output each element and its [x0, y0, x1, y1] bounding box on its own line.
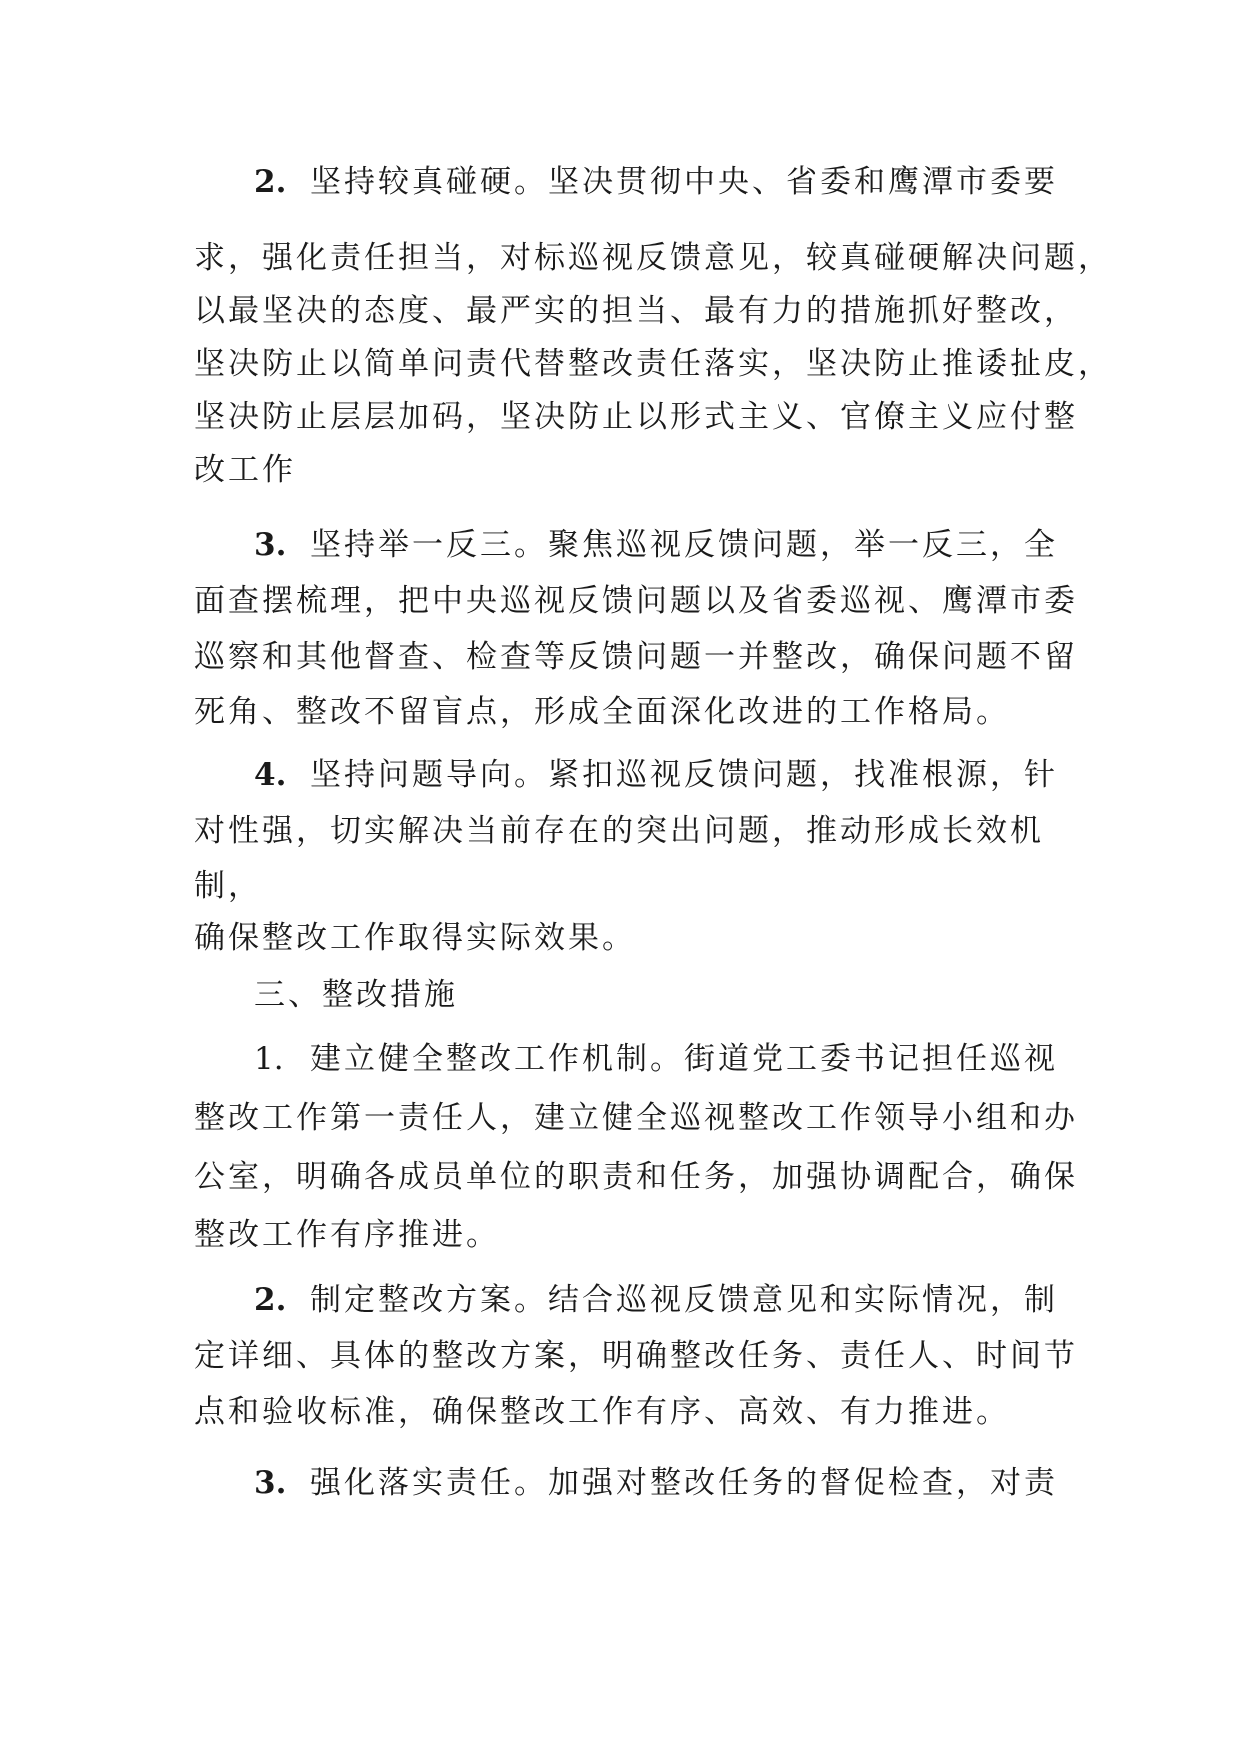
section-2-line-2: 求，强化责任担当，对标巡视反馈意见，较真碰硬解决问题， [194, 240, 1112, 276]
measure-1-number: 1. [254, 1041, 284, 1077]
section-4-line-2: 对性强，切实解决当前存在的突出问题，推动形成长效机 [194, 813, 1044, 849]
heading-measures: 三、整改措施 [254, 977, 458, 1013]
measure-2-line-1 [254, 1280, 1058, 1320]
section-4-line-4: 确保整改工作取得实际效果。 [194, 920, 636, 956]
section-3-line-1 [254, 525, 1058, 565]
section-4-number: 4. [254, 757, 287, 793]
measure-2-number: 2. [254, 1282, 287, 1318]
section-4-text: 坚持问题导向。紧扣巡视反馈问题，找准根源，针 [310, 757, 1058, 793]
measure-1-line-4: 整改工作有序推进。 [194, 1217, 500, 1253]
section-2-text: 坚持较真碰硬。坚决贯彻中央、省委和鹰潭市委要 [310, 164, 1058, 200]
measure-2-line-2: 定详细、具体的整改方案，明确整改任务、责任人、时间节 [194, 1338, 1078, 1374]
measure-2-line-3: 点和验收标准，确保整改工作有序、高效、有力推进。 [194, 1394, 1010, 1430]
section-3-text: 坚持举一反三。聚焦巡视反馈问题，举一反三，全 [310, 527, 1058, 563]
section-2-line-5: 坚决防止层层加码，坚决防止以形式主义、官僚主义应付整 [194, 399, 1078, 435]
measure-3-number: 3. [254, 1465, 287, 1501]
measure-2-text: 制定整改方案。结合巡视反馈意见和实际情况，制 [310, 1282, 1058, 1318]
measure-3-line-1 [254, 1463, 1058, 1503]
section-3-line-4: 死角、整改不留盲点，形成全面深化改进的工作格局。 [194, 694, 1010, 730]
measure-1-line-1 [254, 1039, 1058, 1079]
section-4-line-1 [254, 755, 1058, 795]
section-3-line-2: 面查摆梳理，把中央巡视反馈问题以及省委巡视、鹰潭市委 [194, 583, 1078, 619]
section-2-line-3: 以最坚决的态度、最严实的担当、最有力的措施抓好整改， [194, 293, 1078, 329]
measure-1-line-2: 整改工作第一责任人，建立健全巡视整改工作领导小组和办 [194, 1100, 1078, 1136]
measure-1-line-3: 公室，明确各成员单位的职责和任务，加强协调配合，确保 [194, 1159, 1078, 1195]
section-3-number: 3. [254, 527, 287, 563]
section-2-line-6: 改工作 [194, 452, 296, 488]
section-2-number: 2. [254, 164, 287, 200]
measure-3-text: 强化落实责任。加强对整改任务的督促检查，对责 [310, 1465, 1058, 1501]
section-2-line-4: 坚决防止以简单问责代替整改责任落实，坚决防止推诿扯皮， [194, 346, 1112, 382]
section-2-line-1 [254, 162, 1058, 202]
section-3-line-3: 巡察和其他督查、检查等反馈问题一并整改，确保问题不留 [194, 639, 1078, 675]
measure-1-text: 建立健全整改工作机制。街道党工委书记担任巡视 [310, 1041, 1058, 1077]
section-4-line-3: 制， [194, 868, 262, 904]
